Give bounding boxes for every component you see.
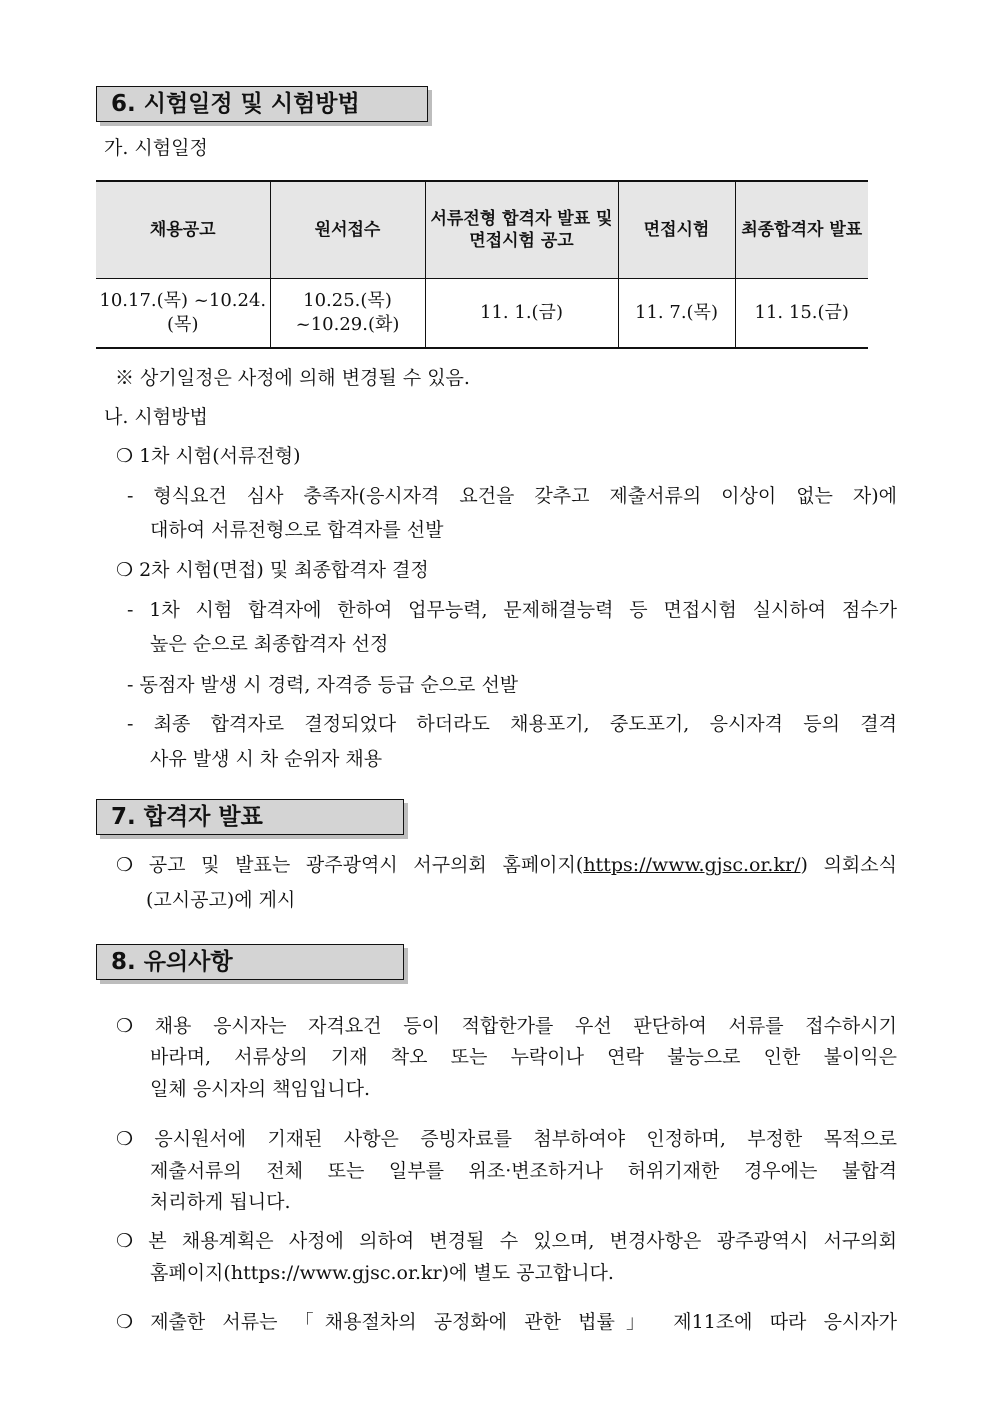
- notice-1-line2: 바라며, 서류상의 기재 착오 또는 누락이나 연락 불능으로 인한 불이익은: [150, 1046, 897, 1068]
- item-second-exam-b: - 동점자 발생 시 경력, 자격증 등급 순으로 선발: [127, 674, 519, 696]
- notice-2-line3: 처리하게 됩니다.: [150, 1191, 291, 1213]
- item-first-exam-line1: - 형식요건 심사 충족자(응시자격 요건을 갖추고 제출서류의 이상이 없는 자)에: [127, 485, 897, 507]
- notice-3-line1: ❍ 본 채용계획은 사정에 의하여 변경될 수 있으며, 변경사항은 광주광역시 서구의회: [116, 1230, 897, 1252]
- item-second-exam-c-line1: - 최종 합격자로 결정되었다 하더라도 채용포기, 중도포기, 응시자격 등의 결격: [127, 713, 897, 735]
- table-cell: 11. 15.(금): [735, 279, 868, 349]
- announcement-text-end: ) 의회소식: [800, 854, 897, 876]
- table-cell: 11. 1.(금): [425, 279, 618, 349]
- table-header-cell: 서류전형 합격자 발표 및 면접시험 공고: [425, 181, 618, 279]
- table-header-row: [96, 181, 868, 279]
- notice-1-line3: 일체 응시자의 책임입니다.: [150, 1078, 371, 1100]
- item-first-exam-line2: 대하여 서류전형으로 합격자를 선발: [150, 519, 444, 541]
- section-6-title: 6. 시험일정 및 시험방법: [96, 86, 428, 122]
- council-homepage-link[interactable]: https://www.gjsc.or.kr/: [583, 854, 801, 876]
- schedule-note: ※ 상기일정은 사정에 의해 변경될 수 있음.: [115, 367, 470, 389]
- notice-2-line2: 제출서류의 전체 또는 일부를 위조·변조하거나 허위기재한 경우에는 불합격: [150, 1160, 897, 1182]
- announcement-line2: (고시공고)에 게시: [146, 889, 296, 911]
- table-header-cell: 채용공고: [96, 181, 270, 279]
- table-header-cell: 원서접수: [270, 181, 425, 279]
- subheading-exam-schedule: 가. 시험일정: [104, 137, 208, 159]
- exam-schedule-table: [96, 180, 868, 349]
- section-8-title: 8. 유의사항: [96, 944, 404, 980]
- item-second-exam-a-line1: - 1차 시험 합격자에 한하여 업무능력, 문제해결능력 등 면접시험 실시하여 점수가: [127, 599, 897, 621]
- table-cell: 10.25.(목) ~10.29.(화): [270, 279, 425, 349]
- notice-1-line1: ❍ 채용 응시자는 자격요건 등이 적합한가를 우선 판단하여 서류를 접수하시기: [116, 1015, 897, 1037]
- subheading-exam-method: 나. 시험방법: [104, 406, 208, 428]
- table-cell: 11. 7.(목): [618, 279, 735, 349]
- table-header-cell: 면접시험: [618, 181, 735, 279]
- notice-4-line1: ❍ 제출한 서류는 「채용절차의 공정화에 관한 법률」 제11조에 따라 응시자가: [116, 1311, 897, 1333]
- table-header-cell: 최종합격자 발표: [735, 181, 868, 279]
- table-cell: 10.17.(목) ~10.24.(목): [96, 279, 270, 349]
- item-second-exam-c-line2: 사유 발생 시 차 순위자 채용: [150, 748, 383, 770]
- announcement-text: ❍ 공고 및 발표는 광주광역시 서구의회 홈페이지(: [116, 854, 584, 876]
- item-second-exam-a-line2: 높은 순으로 최종합격자 선정: [150, 633, 389, 655]
- item-second-exam-title: ❍ 2차 시험(면접) 및 최종합격자 결정: [116, 559, 429, 581]
- item-first-exam-title: ❍ 1차 시험(서류전형): [116, 445, 301, 467]
- table-row: [96, 279, 868, 349]
- section-7-title: 7. 합격자 발표: [96, 799, 404, 835]
- announcement-line1: [116, 848, 897, 882]
- notice-3-line2: 홈페이지(https://www.gjsc.or.kr)에 별도 공고합니다.: [150, 1262, 614, 1284]
- notice-2-line1: ❍ 응시원서에 기재된 사항은 증빙자료를 첨부하여야 인정하며, 부정한 목적으로: [116, 1128, 897, 1150]
